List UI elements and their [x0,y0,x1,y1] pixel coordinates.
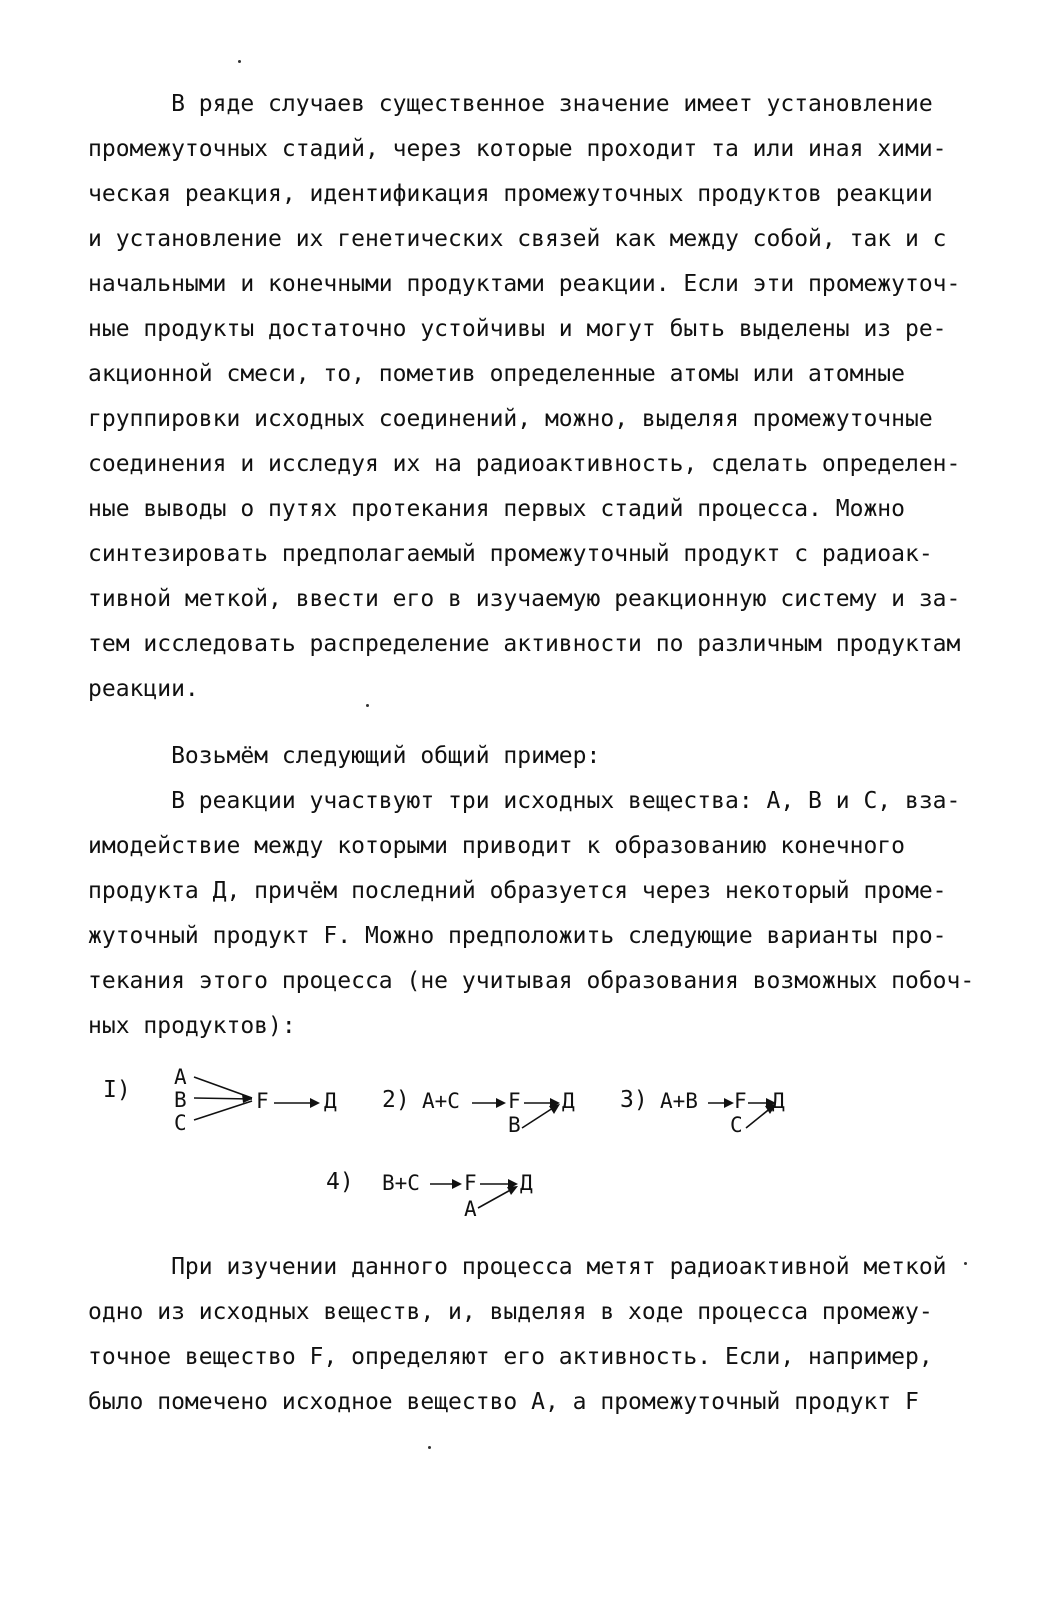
text-line: жуточный продукт F. Можно предположить следующие варианты про- [88,923,947,949]
product-d: Д [324,1089,337,1113]
text-line: тем исследовать распределение активности по различным продуктам [88,631,961,657]
intermediate-f: F [508,1089,521,1113]
reactant-c: C [174,1111,187,1135]
text-line: было помечено исходное вещество А, а промежуточный продукт F [88,1389,919,1415]
product-d: Д [520,1171,533,1195]
text-line: текания этого процесса (не учитывая образования возможных побоч- [88,968,975,994]
text-line: синтезировать предполагаемый промежуточный продукт с радиоак- [88,541,933,567]
text-line: ные выводы о путях протекания первых стадий процесса. Можно [88,496,905,522]
text-line: соединения и исследуя их на радиоактивность, сделать определен- [88,451,961,477]
scheme-number: I) [103,1077,131,1103]
arrow-right-icon [272,1094,324,1114]
reactant-added: A [464,1197,477,1221]
intermediate-f: F [464,1171,477,1195]
text-line: реакции. [88,676,199,702]
paragraph-example-heading [88,734,988,779]
text-line: имодействие между которыми приводит к образованию конечного [88,833,905,859]
reactants-lhs: A+C [422,1089,460,1113]
reactant-added: B [508,1113,521,1137]
text-line: промежуточных стадий, через которые проходит та или иная хими- [88,136,947,162]
text-line: При изучении данного процесса метят радиоактивной меткой [88,1254,947,1280]
text-line: акционной смеси, то, пометив определенные атомы или атомные [88,361,905,387]
reactants-lhs: A+B [660,1089,698,1113]
scan-speck [428,1446,431,1449]
scan-speck [366,704,369,707]
scheme-number: 4) [326,1169,354,1195]
reactant-added: C [730,1113,743,1137]
text-line: начальными и конечными продуктами реакции. Если эти промежуточ- [88,271,961,297]
text-line: точное вещество F, определяют его активность. Если, например, [88,1344,933,1370]
reactants-lhs: B+C [382,1171,420,1195]
text-line: Возьмём следующий общий пример: [88,743,601,769]
scan-speck [964,1262,967,1265]
text-line: и установление их генетических связей как между собой, так и с [88,226,947,252]
product-d: Д [772,1089,785,1113]
scheme-number: 3) [620,1087,648,1113]
text-line: В реакции участвуют три исходных вещества: А, В и С, вза- [88,788,961,814]
scan-speck [238,60,241,63]
arrow-right-icon [706,1094,736,1114]
paragraph-intro [88,82,988,712]
text-line: В ряде случаев существенное значение имеет установление [88,91,933,117]
intermediate-f: F [734,1089,747,1113]
scheme-number: 2) [382,1087,410,1113]
text-line: ческая реакция, идентификация промежуточных продуктов реакции [88,181,933,207]
text-line: тивной меткой, ввести его в изучаемую реакционную систему и за- [88,586,961,612]
text-line: одно из исходных веществ, и, выделяя в ходе процесса промежу- [88,1299,933,1325]
arrow-right-icon [428,1175,464,1195]
text-line: ные продукты достаточно устойчивы и могут быть выделены из ре- [88,316,947,342]
arrow-right-icon [520,1090,564,1134]
text-line: группировки исходных соединений, можно, выделяя промежуточные [88,406,933,432]
arrow-right-icon [470,1094,508,1114]
product-d: Д [562,1089,575,1113]
text-line: продукта Д, причём последний образуется через некоторый проме- [88,878,947,904]
text-line: ных продуктов): [88,1013,296,1039]
reactant-b: B [174,1088,187,1112]
arrow-right-icon [476,1172,522,1216]
paragraph-example [88,779,988,1049]
intermediate-f: F [256,1089,269,1113]
reactant-a: A [174,1065,187,1089]
paragraph-labeling [88,1245,988,1425]
